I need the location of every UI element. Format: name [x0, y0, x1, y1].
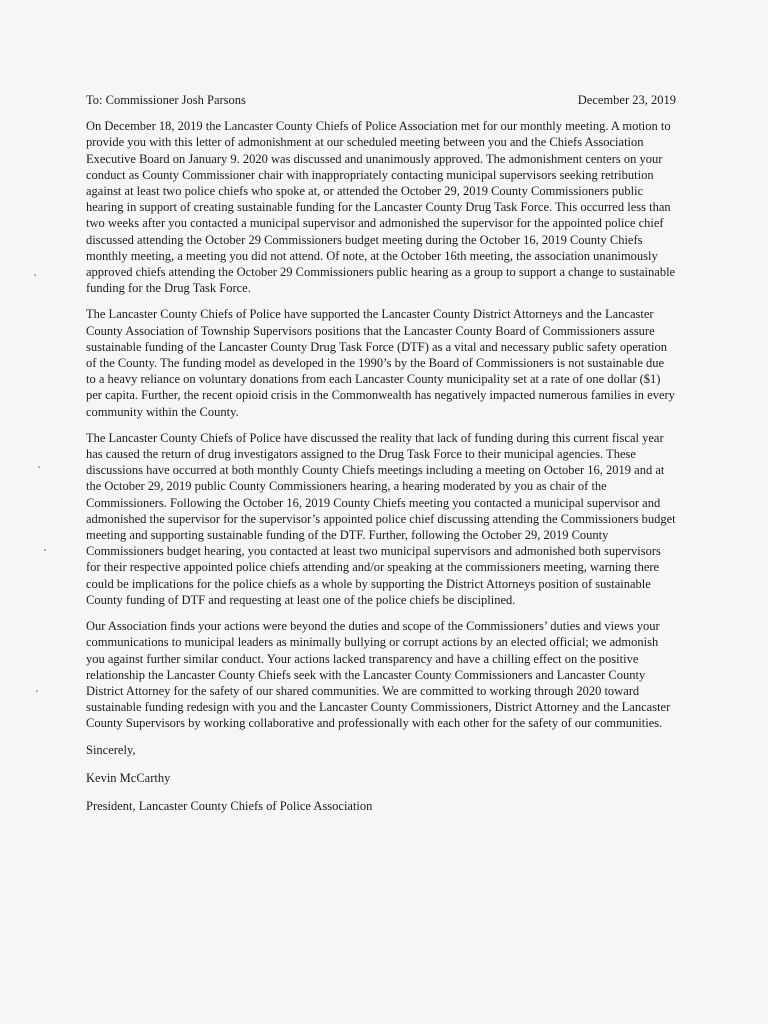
scan-speck	[44, 549, 46, 551]
letter-body	[86, 92, 676, 826]
letter-date: December 23, 2019	[577, 93, 676, 107]
paragraph-4: Our Association finds your actions were beyond the duties and scope of the Commissioners’ duties and views your communications to municipal leaders as minimally bullying or corrupt actions by an elected official; we admonish you against further similar conduct. Your actions lacked transparency and have a chilling effect on the positive relationship the Lancaster County Chiefs seek with the Lancaster County Commissioners and Lancaster County District Attorney for the safety of our shared communities. We are committed to working through 2020 toward sustainable funding redesign with you and the Lancaster County Commissioners, District Attorney and the Lancaster County Supervisors by working collaborative and professionally with each other for the safety of our communities.	[86, 619, 671, 731]
salutation: Sincerely,	[86, 742, 136, 757]
signer-title: President, Lancaster County Chiefs of Police Association	[86, 798, 373, 813]
paragraph-1: On December 18, 2019 the Lancaster County Chiefs of Police Association met for our monthly meeting. A motion to provide you with this letter of admonishment at our scheduled meeting between you and the Chiefs Association Executive Board on January 9. 2020 was discussed and unanimously approved. The admonishment centers on your conduct as County Commissioner chair with inappropriately contacting municipal supervisors seeking retribution against at least two police chiefs who spoke at, or attended the October 29, 2019 County Commissioners public hearing in support of creating sustainable funding for the Lancaster County Drug Task Force. This occurred less than two weeks after you contacted a municipal supervisor and admonished the supervisor for the appointed police chief discussed attending the October 29 Commissioners budget meeting during the October 16, 2019 County Chiefs monthly meeting, a meeting you did not attend. Of note, at the October 16th meeting, the association unanimously approved chiefs attending the October 29 Commissioners public hearing as a group to support a change to sustainable funding for the Drug Task Force.	[86, 119, 676, 296]
recipient-line: To: Commissioner Josh Parsons	[86, 93, 246, 107]
scan-speck	[36, 690, 38, 692]
scan-speck	[38, 466, 40, 468]
letter-header	[86, 92, 676, 108]
paragraph-3: The Lancaster County Chiefs of Police have discussed the reality that lack of funding during this current fiscal year has caused the return of drug investigators assigned to the Drug Task Force to their municipal agencies. These discussions have occurred at both monthly County Chiefs meetings including a meeting on October 16, 2019 and at the October 29, 2019 public County Commissioners hearing, a hearing moderated by you as chair of the Commissioners. Following the October 16, 2019 County Chiefs meeting you contacted a municipal supervisor and admonished the supervisor for the supervisor’s appointed police chief discussing attending the Commissioners budget meeting and supporting sustainable funding of the DTF. Further, following the October 29, 2019 County Commissioners budget hearing, you contacted at least two municipal supervisors and admonished both supervisors for their respective appointed police chiefs attending and/or speaking at the commissioners meeting, warning there could be implications for the police chiefs as a whole by supporting the District Attorneys position of sustainable County funding of DTF and requesting at least one of the police chiefs be disciplined.	[86, 430, 676, 607]
signer-name: Kevin McCarthy	[86, 770, 171, 785]
scan-speck	[34, 274, 36, 276]
paragraph-2: The Lancaster County Chiefs of Police have supported the Lancaster County District Attorneys and the Lancaster County Association of Township Supervisors positions that the Lancaster County Board of Commissioners assure sustainable funding of the Lancaster County Drug Task Force (DTF) as a vital and necessary public safety operation of the County. The funding model as developed in the 1990’s by the Board of Commissioners is not sustainable due to a heavy reliance on voluntary donations from each Lancaster County municipality set at a rate of one dollar ($1) per capita. Further, the recent opioid crisis in the Commonwealth has negatively impacted numerous families in every community within the County.	[86, 307, 675, 419]
